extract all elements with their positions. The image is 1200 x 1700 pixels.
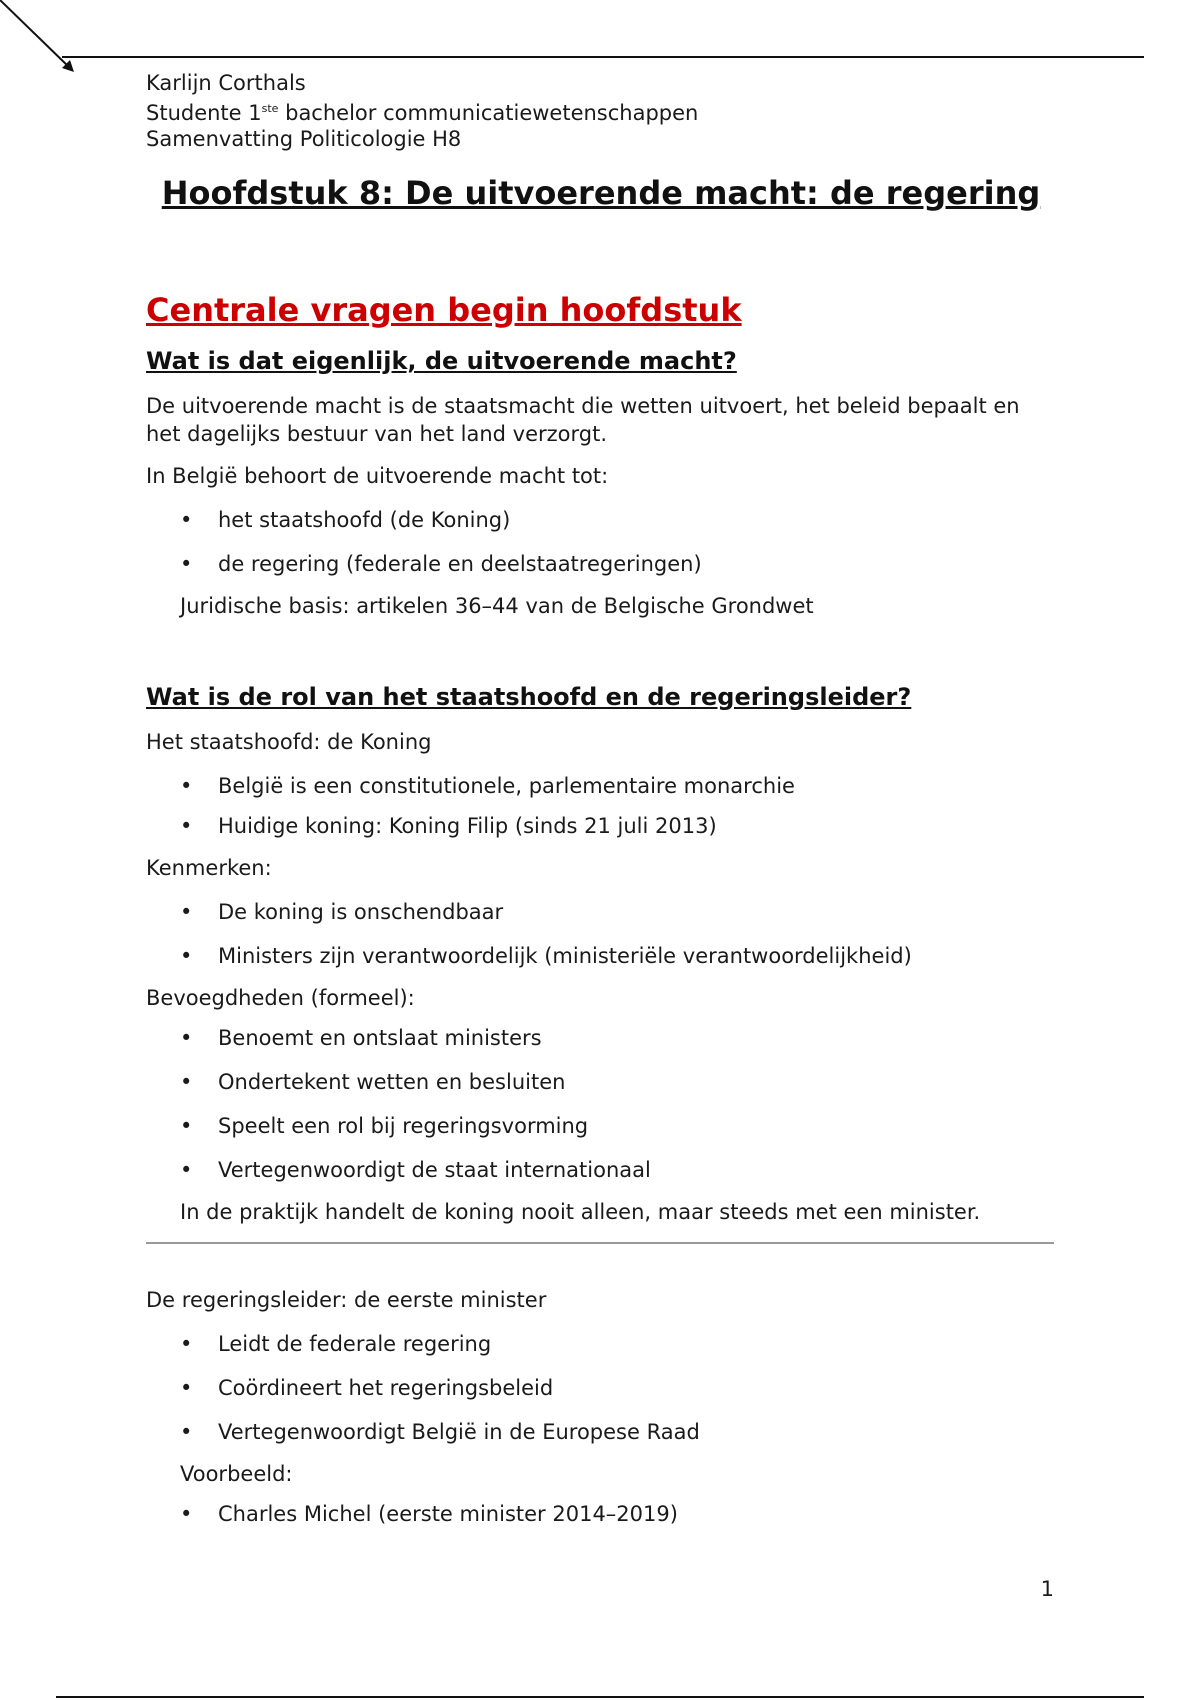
- bullet-icon: •: [180, 774, 193, 798]
- list-item: • De koning is onschendbaar: [180, 900, 504, 924]
- bullet-icon: •: [180, 1026, 193, 1050]
- list-item: • Coördineert het regeringsbeleid: [180, 1376, 554, 1400]
- bullet-icon: •: [180, 1376, 193, 1400]
- list-item: • België is een constitutionele, parlementaire monarchie: [180, 774, 795, 798]
- page-number: 1: [1040, 1577, 1054, 1601]
- header-rule: [62, 56, 1144, 58]
- bullet-icon: •: [180, 900, 193, 924]
- bullet-icon: •: [180, 814, 193, 838]
- head-of-state-label: Het staatshoofd: de Koning: [146, 730, 432, 754]
- features-label: Kenmerken:: [146, 856, 272, 880]
- bullet-icon: •: [180, 1502, 193, 1526]
- bullet-icon: •: [180, 508, 193, 532]
- footer-rule: [56, 1696, 1144, 1698]
- powers-list: [146, 1024, 1056, 1184]
- leader-label: De regeringsleider: de eerste minister: [146, 1288, 547, 1312]
- bullet-icon: •: [180, 1420, 193, 1444]
- bullet-icon: •: [180, 552, 193, 576]
- bullet-icon: •: [180, 1114, 193, 1138]
- document-body: [146, 70, 1056, 1528]
- question-2-heading: Wat is de rol van het staatshoofd en de regeringsleider?: [146, 683, 912, 711]
- example-list: [146, 1500, 1056, 1528]
- powers-label: Bevoegdheden (formeel):: [146, 986, 415, 1010]
- section-heading: Centrale vragen begin hoofdstuk: [146, 291, 742, 329]
- list-item: • Ministers zijn verantwoordelijk (ministeriële verantwoordelijkheid): [180, 944, 912, 968]
- student-sup: ste: [261, 102, 279, 115]
- q1-belongs-to: In België behoort de uitvoerende macht tot:: [146, 464, 609, 488]
- summary-line: Samenvatting Politicologie H8: [146, 127, 462, 151]
- student-suffix: bachelor communicatiewetenschappen: [278, 101, 699, 125]
- question-1-heading: Wat is dat eigenlijk, de uitvoerende macht?: [146, 347, 737, 375]
- practice-note: In de praktijk handelt de koning nooit alleen, maar steeds met een minister.: [180, 1200, 981, 1224]
- bullet-icon: •: [180, 1070, 193, 1094]
- list-item: • Charles Michel (eerste minister 2014–2019): [180, 1502, 678, 1526]
- bullet-icon: •: [180, 1332, 193, 1356]
- student-line: [146, 96, 1056, 126]
- list-item: • Benoemt en ontslaat ministers: [180, 1026, 542, 1050]
- list-item: • het staatshoofd (de Koning): [180, 508, 511, 532]
- features-list: [146, 898, 1056, 970]
- bullet-icon: •: [180, 1158, 193, 1182]
- q1-intro: De uitvoerende macht is de staatsmacht die wetten uitvoert, het beleid bepaalt en het dagelijks bestuur van het land verzorgt.: [146, 394, 1020, 446]
- chapter-title: Hoofdstuk 8: De uitvoerende macht: de regering: [161, 174, 1041, 212]
- section-divider: [146, 1242, 1054, 1244]
- example-label: Voorbeeld:: [180, 1462, 293, 1486]
- list-item: • Speelt een rol bij regeringsvorming: [180, 1114, 589, 1138]
- bullet-icon: •: [180, 944, 193, 968]
- list-item: • Huidige koning: Koning Filip (sinds 21 juli 2013): [180, 814, 717, 838]
- list-item: • Ondertekent wetten en besluiten: [180, 1070, 566, 1094]
- list-item: • Vertegenwoordigt België in de Europese Raad: [180, 1420, 700, 1444]
- student-prefix: Studente 1: [146, 101, 262, 125]
- list-item: • de regering (federale en deelstaatregeringen): [180, 552, 702, 576]
- corner-arrow-icon: [0, 0, 80, 80]
- list-item: • Vertegenwoordigt de staat internationaal: [180, 1158, 651, 1182]
- leader-list: [146, 1330, 1056, 1446]
- q1-list: [146, 506, 1056, 578]
- q1-legal-basis: Juridische basis: artikelen 36–44 van de Belgische Grondwet: [180, 594, 814, 618]
- list-item: • Leidt de federale regering: [180, 1332, 492, 1356]
- head-of-state-list: [146, 772, 1056, 840]
- author-name: Karlijn Corthals: [146, 71, 306, 95]
